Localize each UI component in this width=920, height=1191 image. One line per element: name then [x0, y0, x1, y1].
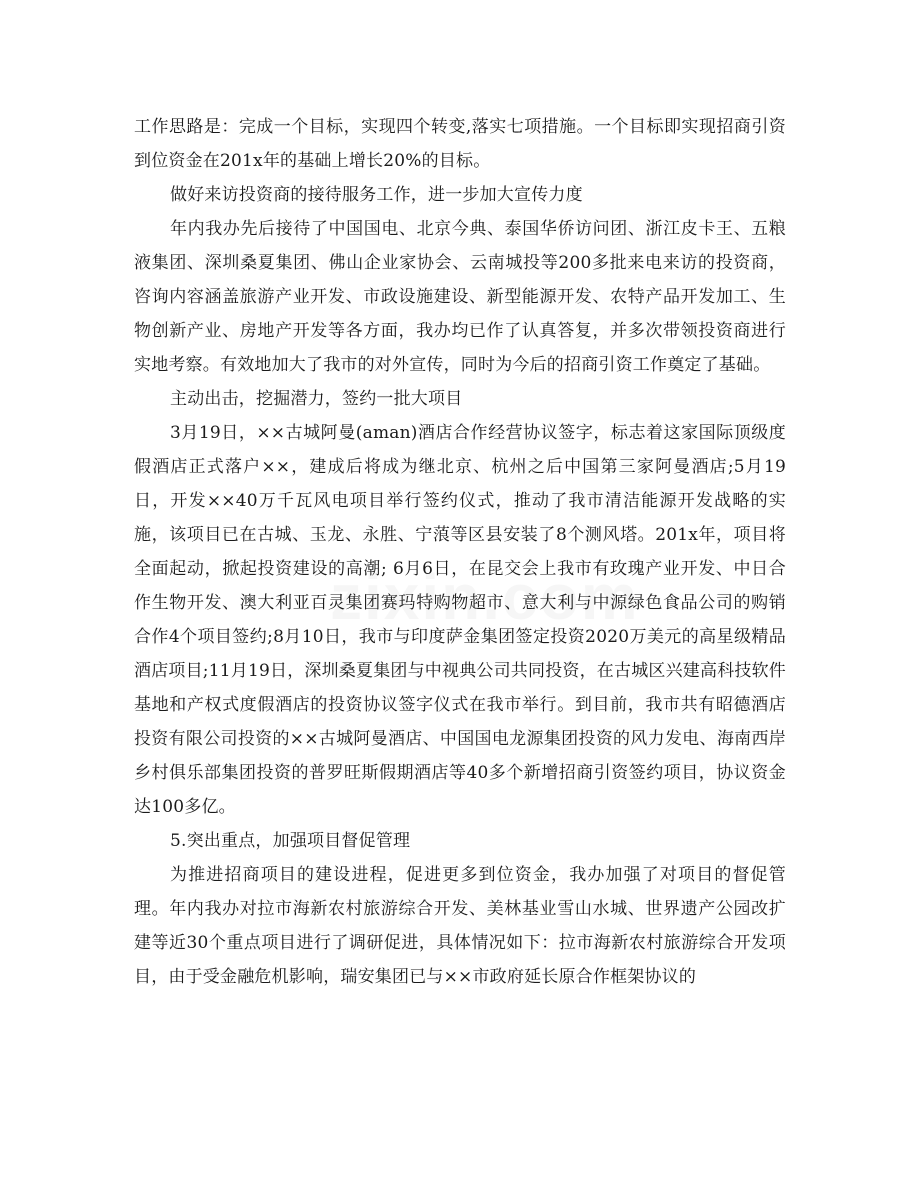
heading-signing-projects: 主动出击，挖掘潜力，签约一批大项目: [170, 389, 463, 409]
document-page: [134, 110, 786, 994]
paragraph-investor-reception: 年内我办先后接待了中国国电、北京今典、泰国华侨访问团、浙江皮卡王、五粮液集团、深圳桑夏集团、佛山企业家协会、云南城投等200多批来电来访的投资商，咨询内容涵盖旅游产业开发、市政设施建设、新型能源开发、农特产品开发加工、生物创新产业、房地产开发等各方面，我办均已作了认真答复，并多次带领投资商进行实地考察。有效地加大了我市的对外宣传，同时为今后的招商引资工作奠定了基础。: [134, 219, 786, 375]
heading-project-supervision: 5.突出重点，加强项目督促管理: [170, 831, 411, 851]
paragraph-project-supervision: 为推进招商项目的建设进程，促进更多到位资金，我办加强了对项目的督促管理。年内我办对拉市海新农村旅游综合开发、美林基业雪山水城、世界遗产公园改扩建等近30个重点项目进行了调研促进，具体情况如下：拉市海新农村旅游综合开发项目，由于受金融危机影响，瑞安集团已与××市政府延长原合作框架协议的: [134, 865, 786, 987]
paragraph-signed-projects: 3月19日，××古城阿曼(aman)酒店合作经营协议签字，标志着这家国际顶级度假酒店正式落户××，建成后将成为继北京、杭州之后中国第三家阿曼酒店;5月19日，开发××40万千瓦风电项目举行签约仪式，推动了我市清洁能源开发战略的实施，该项目已在古城、玉龙、永胜、宁蒗等区县安装了8个测风塔。201x年，项目将全面起动，掀起投资建设的高潮; 6月6日，在昆交会上我市有玫瑰产业开发、中日合作生物开发、澳大利亚百灵集团赛玛特购物超市、意大利与中源绿色食品公司的购销合作4个项目签约;8月10日，我市与印度萨金集团签定投资2020万美元的高星级精品酒店项目;11月19日，深圳桑夏集团与中视典公司共同投资，在古城区兴建高科技软件基地和产权式度假酒店的投资协议签字仪式在我市举行。到目前，我市共有昭德酒店投资有限公司投资的××古城阿曼酒店、中国国电龙源集团投资的风力发电、海南西岸乡村俱乐部集团投资的普罗旺斯假期酒店等40多个新增招商引资签约项目，协议资金达100多亿。: [134, 423, 786, 817]
paragraph-work-approach: 工作思路是：完成一个目标，实现四个转变,落实七项措施。一个目标即实现招商引资到位资金在201x年的基础上增长20%的目标。: [134, 117, 786, 171]
heading-reception-service: 做好来访投资商的接待服务工作，进一步加大宣传力度: [170, 185, 583, 205]
